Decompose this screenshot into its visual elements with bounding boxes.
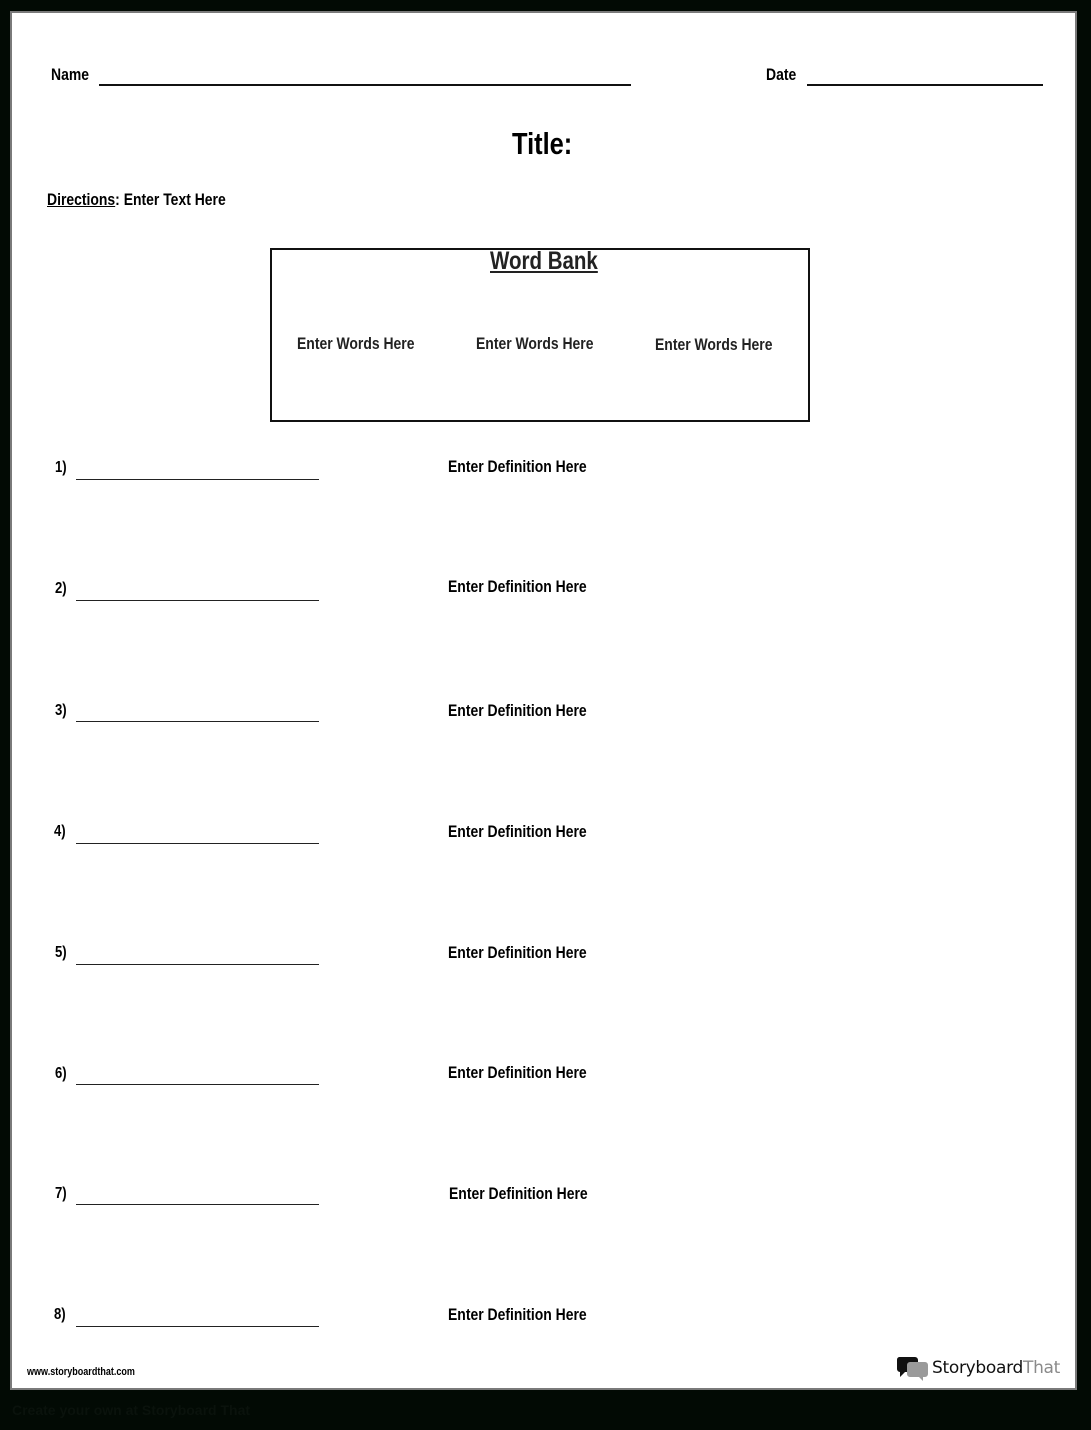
- page-title: Title:: [512, 126, 573, 161]
- item-definition: Enter Definition Here: [448, 1063, 587, 1082]
- name-field[interactable]: [99, 84, 631, 86]
- directions-label: Directions: [47, 190, 116, 209]
- word-bank-word[interactable]: Enter Words Here: [655, 335, 773, 354]
- item-number: 3): [55, 702, 67, 719]
- directions-separator: :: [115, 190, 120, 209]
- word-bank-word[interactable]: Enter Words Here: [297, 334, 415, 353]
- speech-bubbles-icon: [896, 1355, 930, 1381]
- item-definition: Enter Definition Here: [448, 457, 587, 476]
- answer-line[interactable]: [76, 1326, 319, 1327]
- date-label: Date: [766, 65, 797, 84]
- item-definition: Enter Definition Here: [448, 943, 587, 962]
- watermark-text: Create your own at Storyboard That: [12, 1402, 251, 1418]
- word-bank-box: [270, 248, 810, 422]
- item-definition: Enter Definition Here: [448, 822, 587, 841]
- logo-text-main: Storyboard: [932, 1358, 1023, 1378]
- answer-line[interactable]: [76, 600, 319, 601]
- item-number: 1): [55, 459, 67, 476]
- item-number: 7): [55, 1185, 67, 1202]
- item-number: 6): [55, 1065, 67, 1082]
- name-label: Name: [51, 65, 89, 84]
- item-number: 2): [55, 580, 67, 597]
- item-definition: Enter Definition Here: [448, 1305, 587, 1324]
- item-definition: Enter Definition Here: [448, 577, 587, 596]
- footer-url[interactable]: www.storyboardthat.com: [27, 1366, 135, 1378]
- logo-text-accent: That: [1023, 1358, 1061, 1378]
- directions-text: Enter Text Here: [119, 190, 226, 209]
- logo-text: [932, 1358, 1060, 1378]
- date-field[interactable]: [807, 84, 1043, 86]
- item-number: 5): [55, 944, 67, 961]
- answer-line[interactable]: [76, 1084, 319, 1085]
- answer-line[interactable]: [76, 1204, 319, 1205]
- item-definition: Enter Definition Here: [448, 701, 587, 720]
- answer-line[interactable]: [76, 721, 319, 722]
- item-definition: Enter Definition Here: [449, 1184, 588, 1203]
- word-bank-title: Word Bank: [490, 247, 598, 275]
- answer-line[interactable]: [76, 964, 319, 965]
- storyboardthat-logo[interactable]: [896, 1355, 1060, 1381]
- answer-line[interactable]: [76, 479, 319, 480]
- word-bank-word[interactable]: Enter Words Here: [476, 334, 594, 353]
- item-number: 4): [54, 823, 66, 840]
- item-number: 8): [54, 1306, 66, 1323]
- answer-line[interactable]: [76, 843, 319, 844]
- directions: [47, 190, 226, 210]
- worksheet-page: [10, 11, 1077, 1390]
